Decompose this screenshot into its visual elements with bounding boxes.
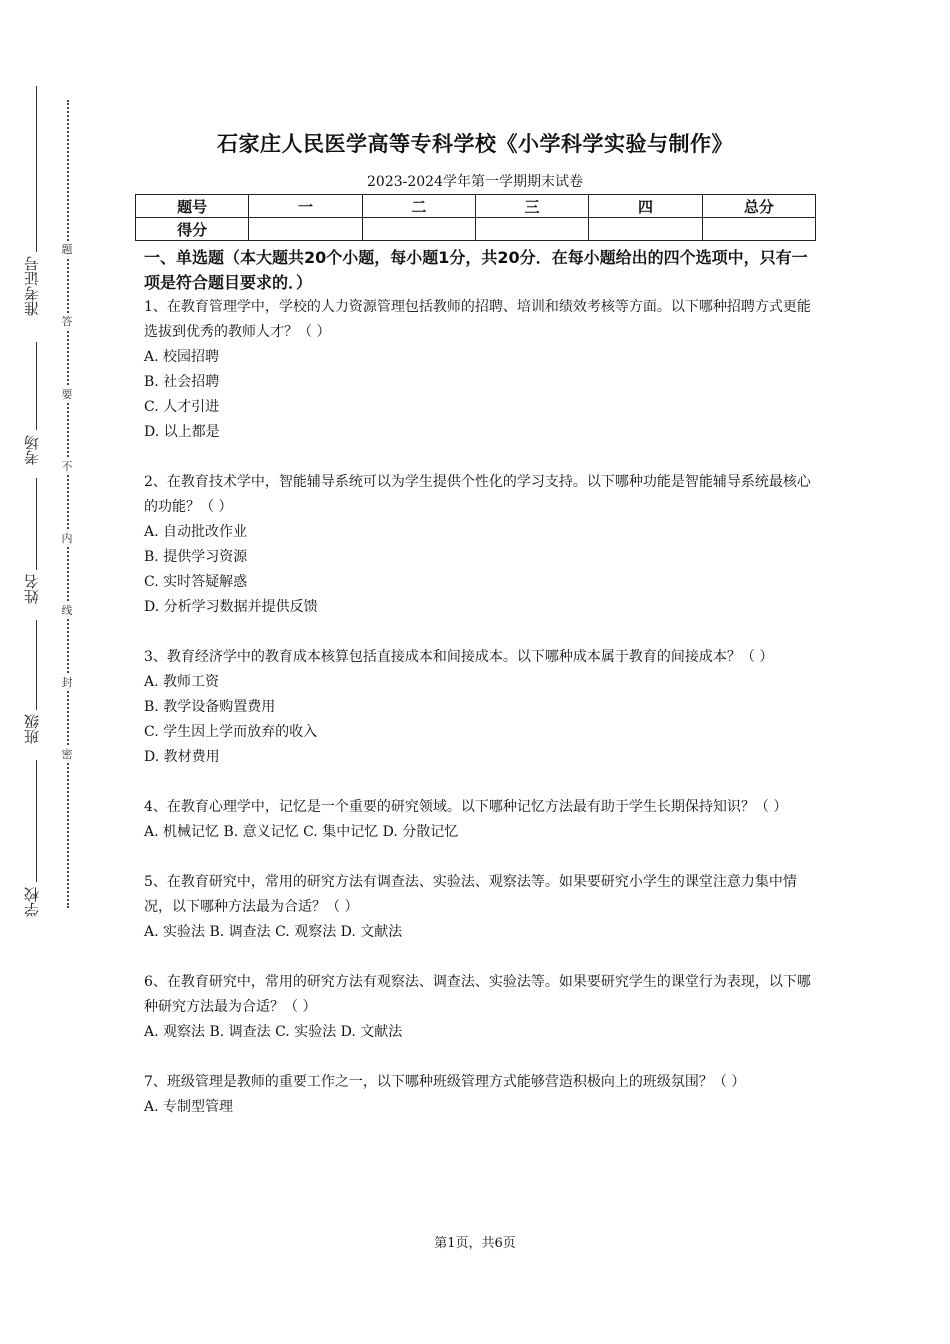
score-cell-empty	[702, 218, 815, 241]
score-table	[135, 194, 816, 241]
seal-char: 答	[61, 315, 73, 328]
score-table-cell: 四	[589, 195, 702, 218]
question-7	[144, 1070, 819, 1120]
question-options-inline: A. 实验法 B. 调查法 C. 观察法 D. 文献法	[144, 924, 403, 940]
score-cell-empty	[589, 218, 702, 241]
exam-id-label: 准考证号	[23, 256, 41, 316]
question-stem: 2、在教育技术学中，智能辅导系统可以为学生提供个性化的学习支持。以下哪种功能是智能辅导系统最核心的功能？（ ）	[144, 474, 811, 515]
seal-dotted-line	[67, 100, 69, 908]
question-option: D. 教材费用	[144, 749, 220, 765]
page-number: 第1页，共6页	[434, 1236, 516, 1251]
question-stem: 5、在教育研究中，常用的研究方法有调查法、实验法、观察法等。如果要研究小学生的课堂注意力集中情况，以下哪种方法最为合适？（ ）	[144, 874, 797, 915]
question-option: A. 专制型管理	[144, 1099, 234, 1115]
seal-char: 封	[61, 676, 73, 689]
score-table-cell: 题号	[136, 195, 249, 218]
score-table-cell: 总分	[702, 195, 815, 218]
seal-char: 密	[61, 748, 73, 761]
seal-char: 要	[61, 388, 73, 401]
question-option: D. 分析学习数据并提供反馈	[144, 599, 318, 615]
question-3	[144, 645, 819, 770]
question-option: C. 人才引进	[144, 399, 220, 415]
question-stem: 4、在教育心理学中，记忆是一个重要的研究领域。以下哪种记忆方法最有助于学生长期保持知识？（ ）	[144, 799, 788, 815]
question-options-inline: A. 观察法 B. 调查法 C. 实验法 D. 文献法	[144, 1024, 403, 1040]
question-option: A. 自动批改作业	[144, 524, 248, 540]
exam-title: 石家庄人民医学高等专科学校《小学科学实验与制作》	[217, 132, 733, 156]
question-1	[144, 295, 819, 445]
score-table-cell: 一	[249, 195, 362, 218]
question-6	[144, 970, 819, 1045]
exam-content	[144, 245, 819, 1120]
score-table-header-row	[136, 195, 816, 218]
question-option: B. 提供学习资源	[144, 549, 248, 565]
question-option: C. 学生因上学而放弃的收入	[144, 724, 318, 740]
exam-id-line	[36, 86, 37, 252]
question-option: C. 实时答疑解惑	[144, 574, 248, 590]
name-line	[36, 478, 37, 570]
question-option: B. 教学设备购置费用	[144, 699, 276, 715]
section-heading: 一、单选题（本大题共20个小题，每小题1分，共20分．在每小题给出的四个选项中，只有一项是符合题目要求的．）	[144, 248, 808, 292]
seal-char: 题	[61, 243, 73, 256]
school-line	[36, 760, 37, 882]
question-stem: 7、班级管理是教师的重要工作之一，以下哪种班级管理方式能够营造积极向上的班级氛围？（ ）	[144, 1074, 746, 1090]
question-option: A. 校园招聘	[144, 349, 220, 365]
question-option: A. 教师工资	[144, 674, 220, 690]
exam-room-label: 考场	[23, 435, 41, 465]
question-options-inline: A. 机械记忆 B. 意义记忆 C. 集中记忆 D. 分散记忆	[144, 824, 459, 840]
question-stem: 3、教育经济学中的教育成本核算包括直接成本和间接成本。以下哪种成本属于教育的间接成本？（ ）	[144, 649, 774, 665]
question-stem: 6、在教育研究中，常用的研究方法有观察法、调查法、实验法等。如果要研究学生的课堂行为表现，以下哪种研究方法最为合适？（ ）	[144, 974, 811, 1015]
score-row-label: 得分	[136, 218, 249, 241]
score-table-cell: 二	[362, 195, 475, 218]
seal-char: 线	[61, 604, 73, 617]
score-cell-empty	[475, 218, 588, 241]
seal-char: 不	[61, 460, 73, 473]
score-table-cell: 三	[475, 195, 588, 218]
seal-char: 内	[61, 532, 73, 545]
question-option: B. 社会招聘	[144, 374, 220, 390]
class-label: 班级	[23, 714, 41, 744]
name-label: 姓名	[23, 574, 41, 604]
question-option: D. 以上都是	[144, 424, 220, 440]
score-cell-empty	[362, 218, 475, 241]
exam-room-line	[36, 342, 37, 430]
class-line	[36, 620, 37, 710]
score-table-score-row	[136, 218, 816, 241]
question-4	[144, 795, 819, 845]
school-label: 学校	[23, 887, 41, 917]
score-cell-empty	[249, 218, 362, 241]
question-2	[144, 470, 819, 620]
question-5	[144, 870, 819, 945]
exam-subtitle: 2023-2024学年第一学期期末试卷	[367, 174, 583, 190]
question-stem: 1、在教育管理学中，学校的人力资源管理包括教师的招聘、培训和绩效考核等方面。以下哪种招聘方式更能选拔到优秀的教师人才？（ ）	[144, 299, 811, 340]
